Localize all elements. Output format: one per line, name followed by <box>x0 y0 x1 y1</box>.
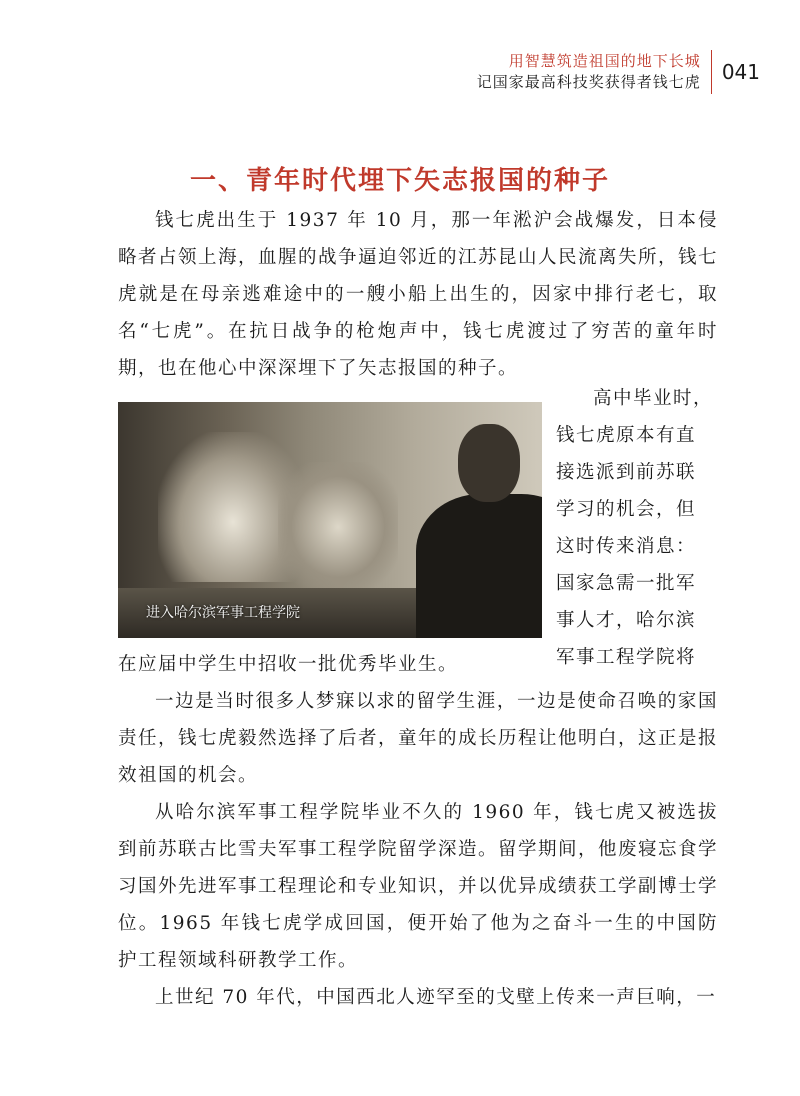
photo-person-head <box>458 424 520 502</box>
running-header <box>477 50 760 94</box>
historical-photo <box>118 402 542 638</box>
chapter-title: 记国家最高科技奖获得者钱七虎 <box>476 73 701 91</box>
page-number: 041 <box>721 60 760 84</box>
section-title: 一、青年时代埋下矢志报国的种子 <box>189 166 610 196</box>
photo-caption: 进入哈尔滨军事工程学院 <box>146 605 300 621</box>
side-line: 军事工程学院将 <box>556 647 697 668</box>
header-text <box>477 51 701 93</box>
paragraph-3: 一边是当时很多人梦寐以求的留学生涯，一边是使命召唤的家国责任，钱七虎毅然选择了后者，童年的成长历程让他明白，这正是报效祖国的机会。 <box>118 691 719 786</box>
side-line: 学习的机会，但 <box>556 499 697 520</box>
book-title: 用智慧筑造祖国的地下长城 <box>508 52 701 70</box>
side-line: 高中毕业时， <box>593 388 714 409</box>
paragraph-2-continued: 在应届中学生中招收一批优秀毕业生。 <box>118 654 459 675</box>
side-line: 这时传来消息： <box>556 536 697 557</box>
paragraph-4: 从哈尔滨军事工程学院毕业不久的 1960 年，钱七虎又被选拔到前苏联古比雪夫军事工程学院留学深造。留学期间，他废寝忘食学习国外先进军事工程理论和专业知识，并以优异成绩获工学副博士学位。1965 年钱七虎学成回国，便开始了他为之奋斗一生的中国防护工程领域科研教学工作。 <box>118 802 719 971</box>
side-text-column <box>556 380 718 676</box>
side-line: 国家急需一批军 <box>556 573 697 594</box>
paragraph-block-top <box>118 202 718 387</box>
side-line: 事人才，哈尔滨 <box>556 610 697 631</box>
paragraph-5: 上世纪 70 年代，中国西北人迹罕至的戈壁上传来一声巨响，一 <box>155 987 717 1008</box>
photo-fountain-2 <box>278 462 398 592</box>
photo-person-body <box>416 494 542 638</box>
side-line: 钱七虎原本有直 <box>556 425 697 446</box>
paragraph-block-bottom <box>118 646 718 1016</box>
side-line: 接选派到前苏联 <box>556 462 697 483</box>
header-divider <box>711 50 712 94</box>
paragraph-1: 钱七虎出生于 1937 年 10 月，那一年淞沪会战爆发，日本侵略者占领上海，血腥的战争逼迫邻近的江苏昆山人民流离失所，钱七虎就是在母亲逃难途中的一艘小船上出生的，因家中排行老七，取名“七虎”。在抗日战争的枪炮声中，钱七虎渡过了穷苦的童年时期，也在他心中深深埋下了矢志报国的种子。 <box>118 210 719 379</box>
